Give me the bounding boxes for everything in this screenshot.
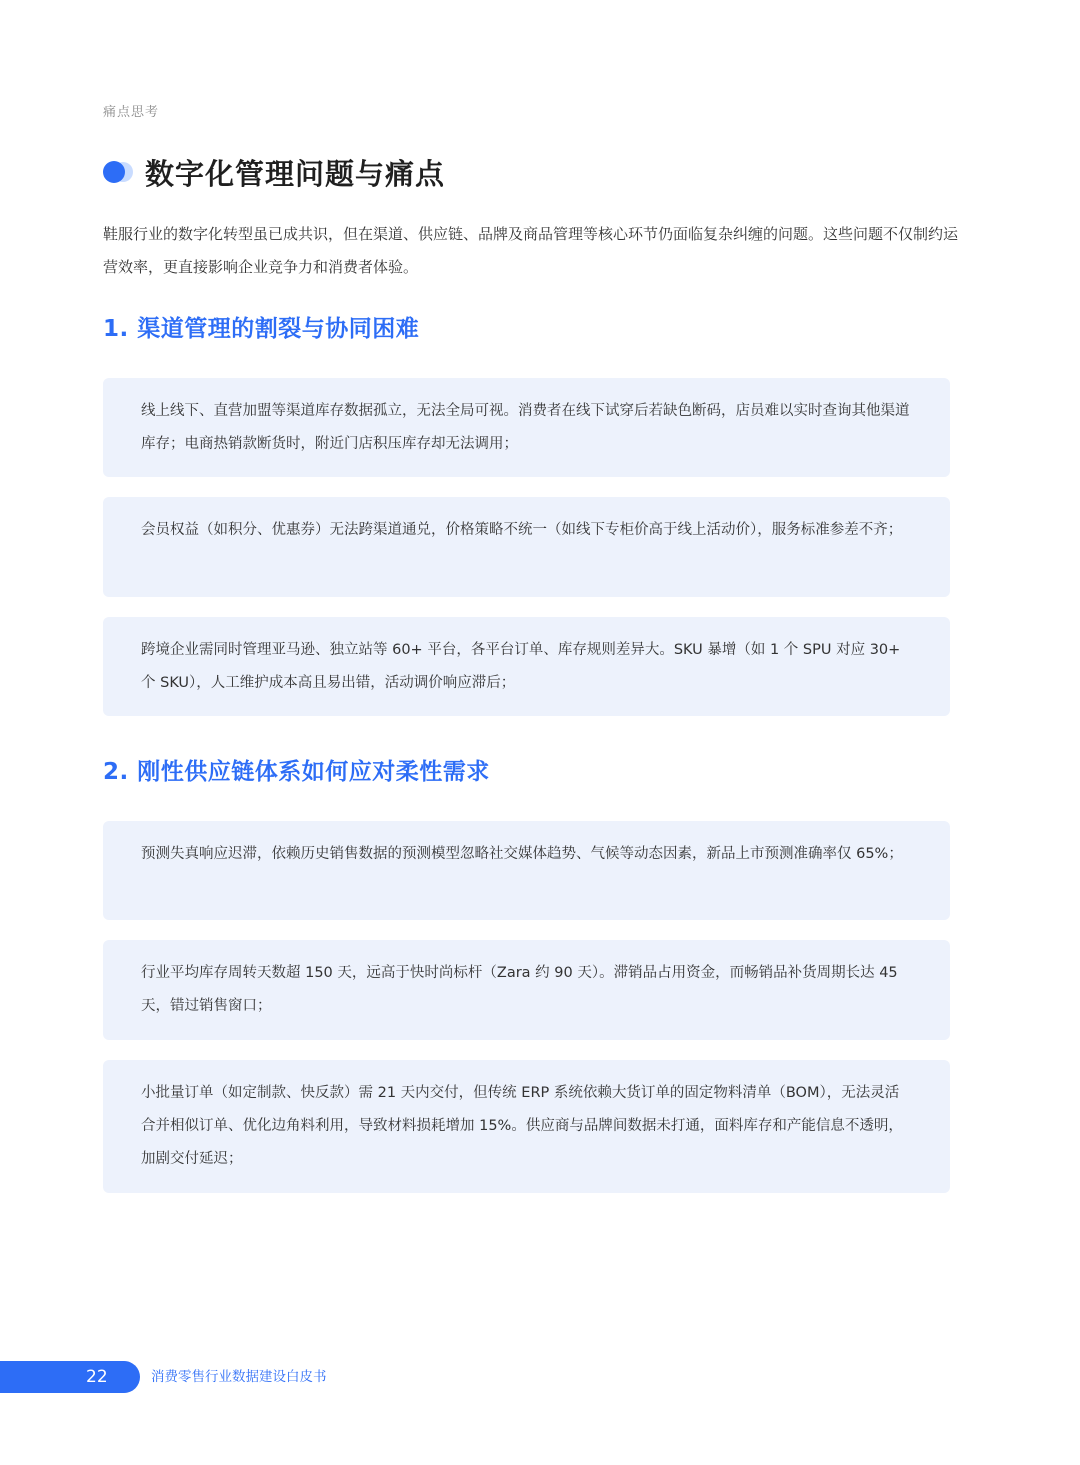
page-number: 22 [86,1367,108,1387]
pain-point-text: 会员权益（如积分、优惠券）无法跨渠道通兑，价格策略不统一（如线下专柜价高于线上活动价），服务标准参差不齐； [141,522,903,538]
pain-point-text: 跨境企业需同时管理亚马逊、独立站等 60+ 平台，各平台订单、库存规则差异大。SKU 暴增（如 1 个 SPU 对应 30+ 个 SKU），人工维护成本高且易出错，活动调价响应滞后； [141,642,901,691]
section-heading-channel: 1. 渠道管理的割裂与协同困难 [103,316,420,342]
pain-point-text: 预测失真响应迟滞，依赖历史销售数据的预测模型忽略社交媒体趋势、气候等动态因素，新品上市预测准确率仅 65%； [141,846,903,862]
pain-point-card [103,378,950,477]
bullet-dot-icon [103,161,135,183]
pain-point-card [103,940,950,1040]
pain-point-text: 小批量订单（如定制款、快反款）需 21 天内交付，但传统 ERP 系统依赖大货订单的固定物料清单（BOM），无法灵活合并相似订单、优化边角料利用，导致材料损耗增加 15%。供应商与品牌间数据未打通，面料库存和产能信息不透明，加剧交付延迟； [141,1085,903,1167]
running-header: 痛点思考 [103,105,160,120]
pain-point-card [103,821,950,920]
page-title-row [103,150,445,194]
pain-point-text: 线上线下、直营加盟等渠道库存数据孤立，无法全局可视。消费者在线下试穿后若缺色断码，店员难以实时查询其他渠道库存；电商热销款断货时，附近门店积压库存却无法调用； [141,403,910,452]
footer-document-title: 消费零售行业数据建设白皮书 [151,1369,327,1385]
section-heading-supply-chain: 2. 刚性供应链体系如何应对柔性需求 [103,759,490,785]
footer-page-tab [0,1361,140,1393]
page-title: 数字化管理问题与痛点 [145,156,446,191]
pain-point-card [103,1060,950,1193]
pain-point-text: 行业平均库存周转天数超 150 天，远高于快时尚标杆（Zara 约 90 天）。滞销品占用资金，而畅销品补货周期长达 45 天，错过销售窗口； [141,965,898,1014]
intro-paragraph: 鞋服行业的数字化转型虽已成共识，但在渠道、供应链、品牌及商品管理等核心环节仍面临复杂纠缠的问题。这些问题不仅制约运营效率，更直接影响企业竞争力和消费者体验。 [103,225,959,276]
pain-point-card [103,617,950,716]
pain-point-card [103,497,950,597]
